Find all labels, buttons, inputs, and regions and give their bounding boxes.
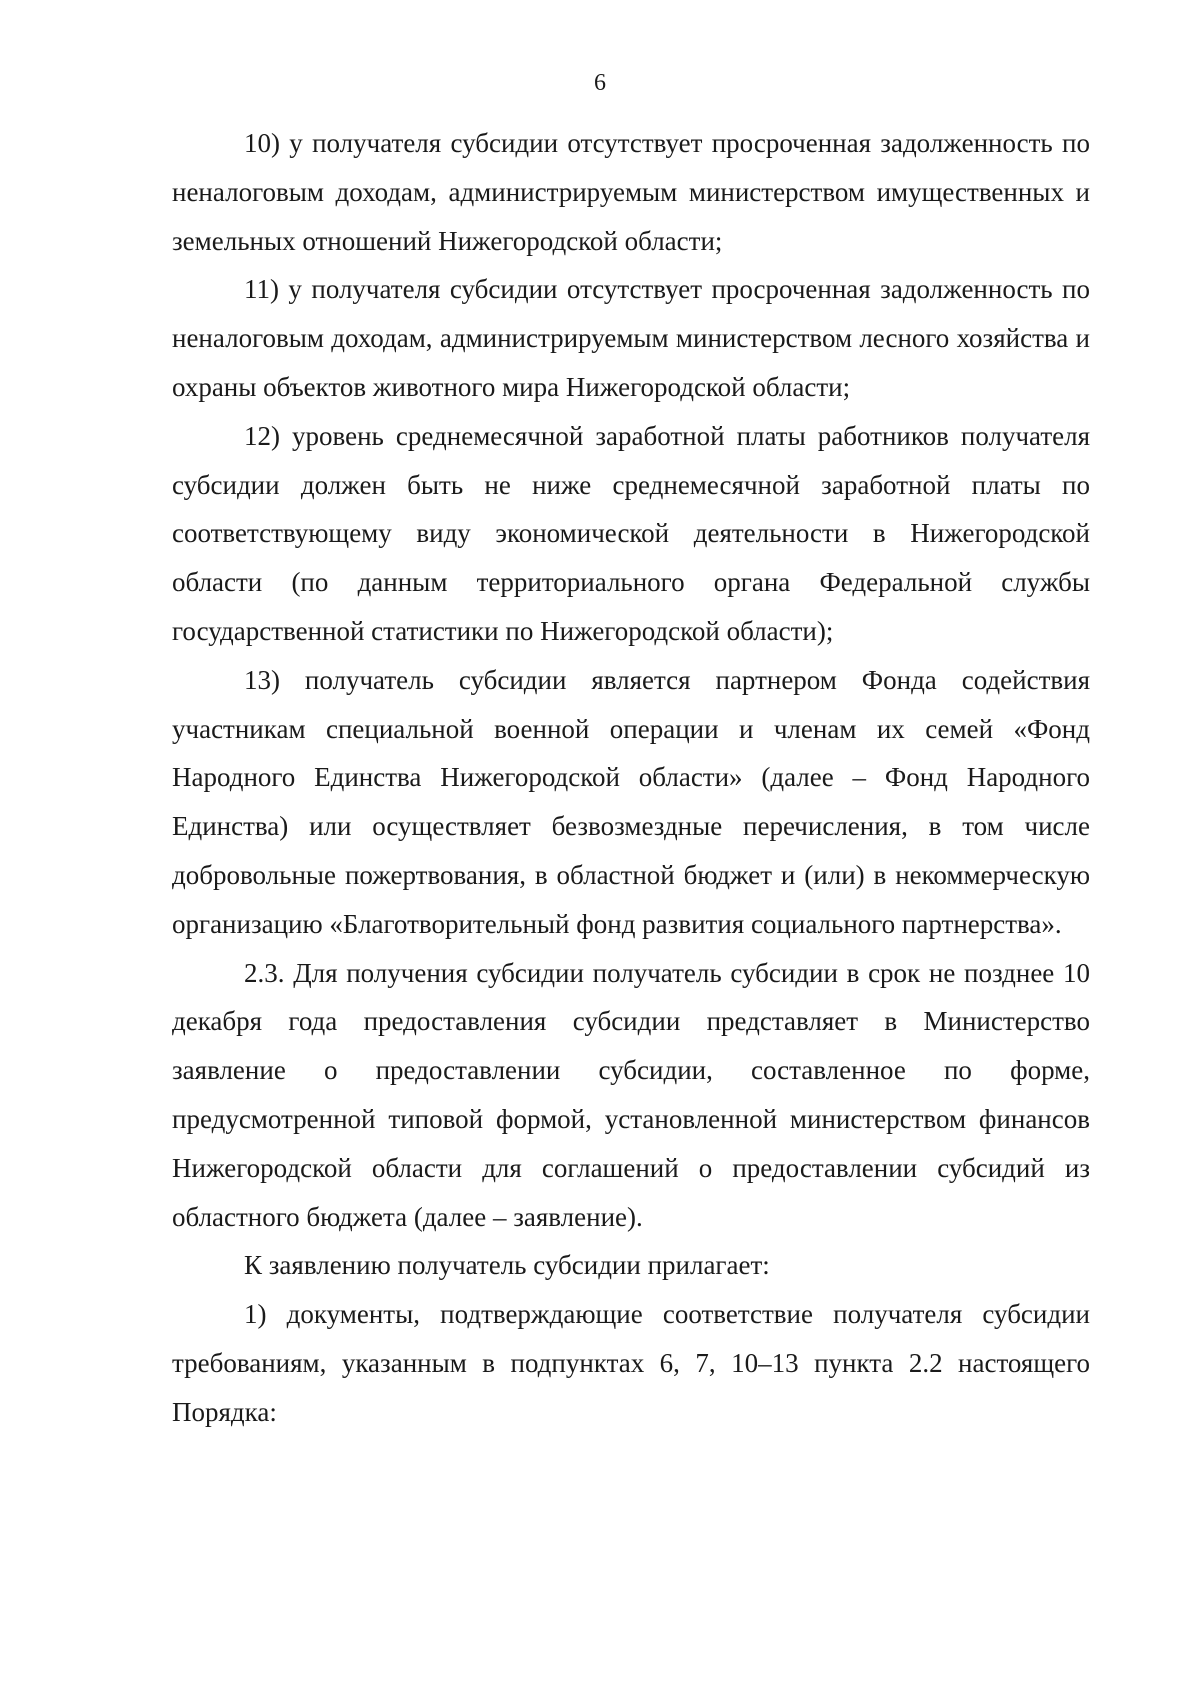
paragraph-item-11: 11) у получателя субсидии отсутствует просроченная задолженность по неналоговым доходам, администрируемым министерством лесного хозяйства и охраны объектов животного мира Нижегородской области; [172, 274, 1090, 402]
paragraph-item-12: 12) уровень среднемесячной заработной платы работников получателя субсидии должен быть не ниже среднемесячной заработной платы по соответствующему виду экономической деятельности в Нижегородской области (по данным территориального органа Федеральной службы государственной статистики по Нижегородской области); [172, 420, 1090, 646]
paragraph-attachments-intro: К заявлению получатель субсидии прилагает: [244, 1250, 770, 1281]
paragraph-clause-2-3: 2.3. Для получения субсидии получатель субсидии в срок не позднее 10 декабря года предоставления субсидии представляет в Министерство заявление о предоставлении субсидии, составленное по форме, предусмотренной типовой формой, установленной министерством финансов Нижегородской области для соглашений о предоставлении субсидий из областного бюджета (далее – заявление). [172, 957, 1090, 1232]
paragraph-item-10: 10) у получателя субсидии отсутствует просроченная задолженность по неналоговым доходам, администрируемым министерством имущественных и земельных отношений Нижегородской области; [172, 128, 1090, 256]
paragraph-attachment-1: 1) документы, подтверждающие соответствие получателя субсидии требованиям, указанным в подпунктах 6, 7, 10–13 пункта 2.2 настоящего Порядка: [172, 1299, 1090, 1427]
paragraph-item-13: 13) получатель субсидии является партнером Фонда содействия участникам специальной военной операции и членам их семей «Фонд Народного Единства Нижегородской области» (далее – Фонд Народного Единства) или осуществляет безвозмездные перечисления, в том числе добровольные пожертвования, в областной бюджет и (или) в некоммерческую организацию «Благотворительный фонд развития социального партнерства». [172, 664, 1090, 939]
document-body [172, 119, 1090, 1437]
page-number: 6 [594, 70, 606, 96]
